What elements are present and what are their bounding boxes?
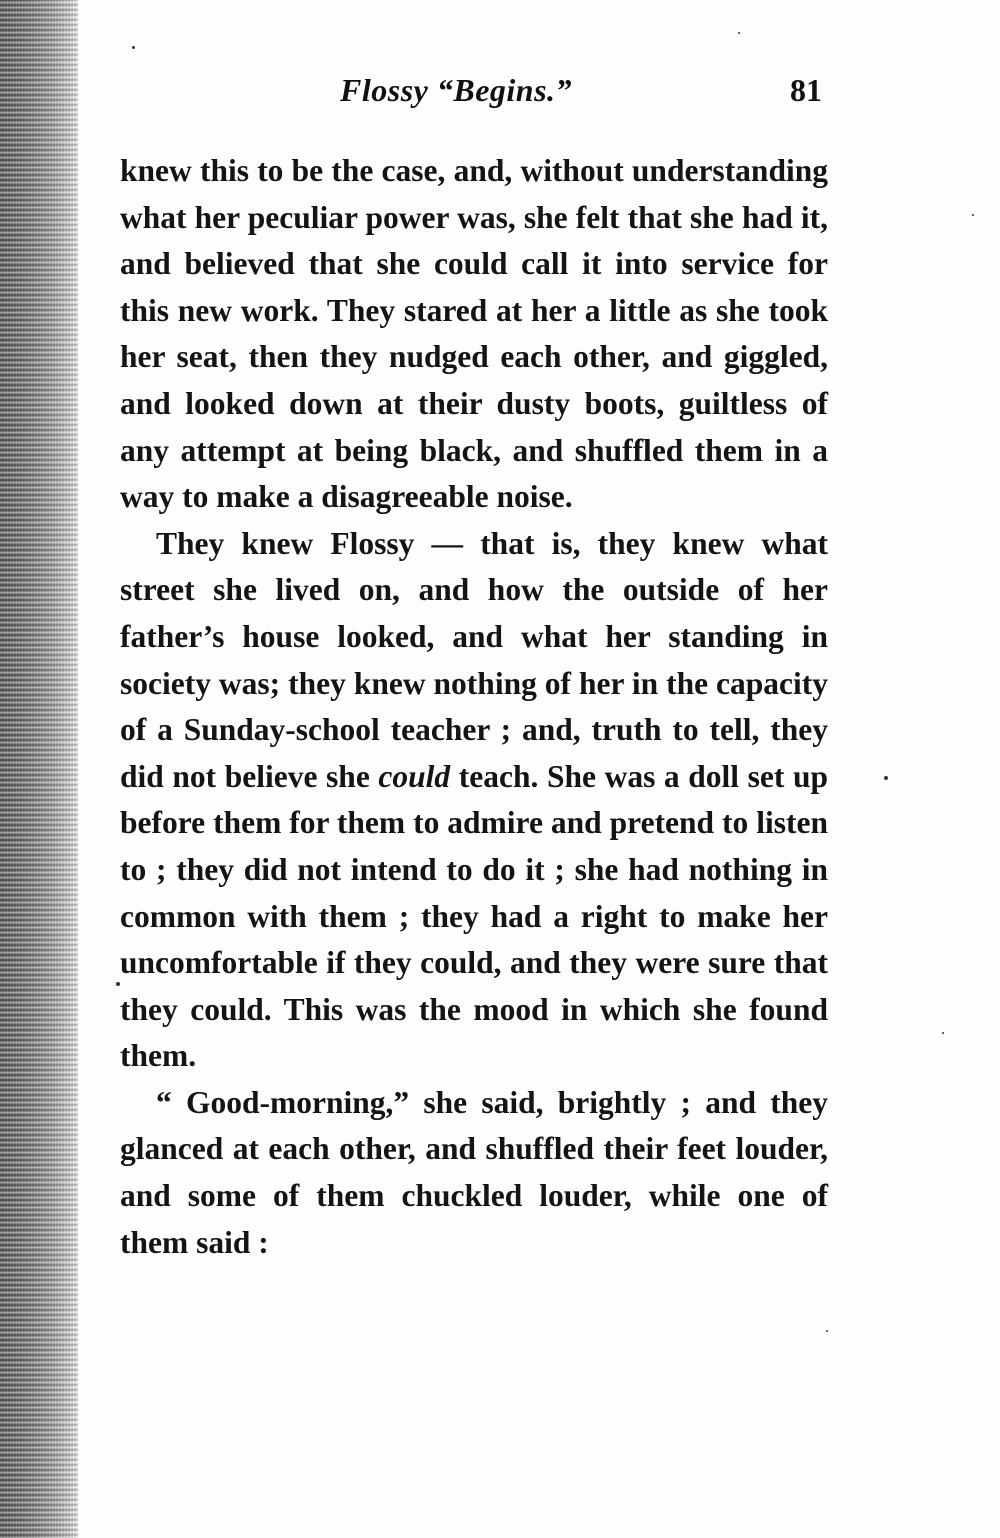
scan-speck — [972, 214, 974, 216]
scan-speck — [132, 46, 135, 49]
paragraph-2-emphasis: could — [378, 758, 451, 794]
paragraph-1: knew this to be the case, and, without understanding what her peculiar power was, she felt that she had it, and believed that she could call it into service for this new work. They stared at her a little as she took her seat, then they nudged each other, and giggled, and looked down at their dusty boots, guiltless of any attempt at being black, and shuffled them in a way to make a disagreeable noise. — [120, 153, 828, 515]
scan-speck — [826, 1330, 828, 1332]
page-header — [340, 72, 830, 122]
scan-speck — [884, 776, 888, 780]
scan-speck — [738, 32, 740, 34]
paragraph-2 — [120, 521, 828, 1080]
page-number: 81 — [790, 72, 822, 108]
scanned-binding-edge — [0, 0, 78, 1538]
paragraph-3: “ Good-morning,” she said, brightly ; and they glanced at each other, and shuffled their feet louder, and some of them chuckled louder, while one of them said : — [120, 1084, 828, 1260]
paragraph-2-text-before: They knew Flossy — that is, they knew what street she lived on, and how the outside of her father’s house looked, and what her standing in society was; they knew nothing of her in the capacity of a Sunday-school teacher ; and, truth to tell, they did not believe she — [120, 525, 828, 794]
running-title: Flossy “Begins.” — [340, 72, 573, 108]
paragraph-2-text-after: teach. She was a doll set up before them for them to admire and pretend to listen to ; they did not intend to do it ; she had nothing in common with them ; they had a right to make her uncomfortable if they could, and they were sure that they could. This was the mood in which she found them. — [120, 758, 828, 1074]
scan-speck — [942, 1032, 944, 1034]
body-text — [120, 148, 828, 1266]
scan-speck — [116, 982, 120, 986]
